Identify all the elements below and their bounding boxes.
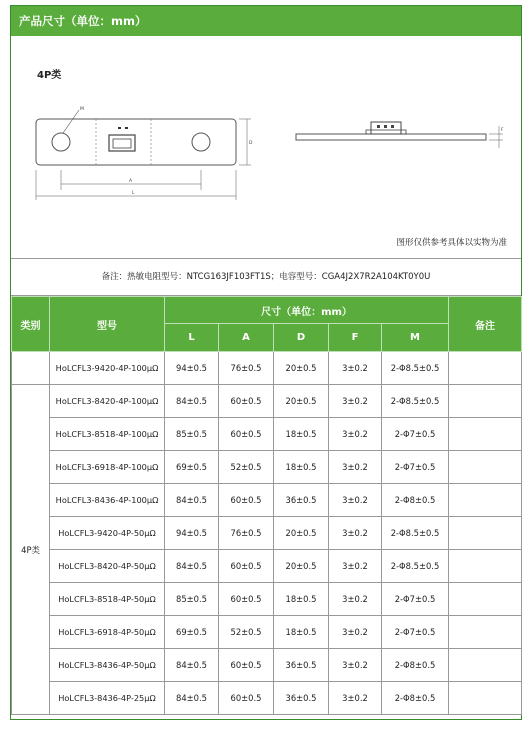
cell-l: 85±0.5	[165, 418, 219, 451]
cell-d: 20±0.5	[274, 385, 329, 418]
table-row	[12, 583, 522, 616]
category-cell: 4P类	[12, 385, 50, 715]
cell-m: 2-Φ8±0.5	[382, 484, 449, 517]
remark-note: 备注：热敏电阻型号：NTCG163JF103FT1S；电容型号：CGA4J2X7R2A104KT0Y0U	[11, 259, 521, 296]
cell-d: 18±0.5	[274, 418, 329, 451]
col-header-size-group: 尺寸（单位：mm）	[165, 297, 449, 324]
cell-d: 36±0.5	[274, 682, 329, 715]
cell-m: 2-Φ7±0.5	[382, 583, 449, 616]
cell-f: 3±0.2	[329, 451, 382, 484]
cell-l: 84±0.5	[165, 385, 219, 418]
model-cell: HoLCFL3-8518-4P-100μΩ	[50, 418, 165, 451]
cell-m: 2-Φ8±0.5	[382, 682, 449, 715]
cell-f: 3±0.2	[329, 616, 382, 649]
remark-cell	[449, 616, 522, 649]
table-row	[12, 649, 522, 682]
cell-d: 20±0.5	[274, 352, 329, 385]
cell-f: 3±0.2	[329, 484, 382, 517]
col-header-a: A	[219, 324, 274, 352]
model-cell: HoLCFL3-6918-4P-50μΩ	[50, 616, 165, 649]
cell-f: 3±0.2	[329, 418, 382, 451]
cell-m: 2-Φ8.5±0.5	[382, 517, 449, 550]
cell-m: 2-Φ7±0.5	[382, 616, 449, 649]
remark-cell	[449, 583, 522, 616]
cell-l: 84±0.5	[165, 484, 219, 517]
busbar-side	[296, 134, 486, 140]
cell-l: 85±0.5	[165, 583, 219, 616]
table-row	[12, 682, 522, 715]
cell-m: 2-Φ8±0.5	[382, 649, 449, 682]
model-cell: HoLCFL3-6918-4P-100μΩ	[50, 451, 165, 484]
cell-d: 36±0.5	[274, 649, 329, 682]
table-row	[12, 484, 522, 517]
cell-m: 2-Φ7±0.5	[382, 451, 449, 484]
model-cell: HoLCFL3-8436-4P-25μΩ	[50, 682, 165, 715]
remark-cell	[449, 550, 522, 583]
model-cell: HoLCFL3-9420-4P-50μΩ	[50, 517, 165, 550]
remark-cell	[449, 649, 522, 682]
cell-f: 3±0.2	[329, 385, 382, 418]
model-cell: HoLCFL3-8518-4P-50μΩ	[50, 583, 165, 616]
cell-l: 69±0.5	[165, 616, 219, 649]
cell-m: 2-Φ8.5±0.5	[382, 550, 449, 583]
cell-d: 20±0.5	[274, 517, 329, 550]
col-header-d: D	[274, 324, 329, 352]
dim-label-a: A	[129, 179, 133, 184]
remark-cell	[449, 451, 522, 484]
cell-f: 3±0.2	[329, 517, 382, 550]
cell-m: 2-Φ8.5±0.5	[382, 352, 449, 385]
cell-a: 60±0.5	[219, 550, 274, 583]
remark-cell	[449, 517, 522, 550]
table-row	[12, 352, 522, 385]
model-cell: HoLCFL3-8436-4P-100μΩ	[50, 484, 165, 517]
cell-f: 3±0.2	[329, 550, 382, 583]
drawing-area	[11, 36, 521, 259]
col-header-l: L	[165, 324, 219, 352]
cell-a: 52±0.5	[219, 616, 274, 649]
cell-a: 60±0.5	[219, 484, 274, 517]
cell-a: 52±0.5	[219, 451, 274, 484]
model-cell: HoLCFL3-8420-4P-50μΩ	[50, 550, 165, 583]
cell-d: 18±0.5	[274, 616, 329, 649]
cell-d: 18±0.5	[274, 583, 329, 616]
table-row	[12, 451, 522, 484]
cell-l: 94±0.5	[165, 517, 219, 550]
cell-a: 60±0.5	[219, 418, 274, 451]
spec-table	[11, 296, 522, 715]
cell-d: 36±0.5	[274, 484, 329, 517]
model-cell: HoLCFL3-8420-4P-100μΩ	[50, 385, 165, 418]
cell-a: 76±0.5	[219, 517, 274, 550]
remark-cell	[449, 418, 522, 451]
spec-sheet	[10, 5, 522, 720]
remark-cell	[449, 385, 522, 418]
left-hole	[52, 133, 70, 151]
table-row	[12, 517, 522, 550]
dim-label-l: L	[132, 191, 135, 196]
top-view-drawing	[31, 102, 256, 212]
right-hole	[192, 133, 210, 151]
cell-l: 84±0.5	[165, 550, 219, 583]
table-row	[12, 418, 522, 451]
remark-cell	[449, 484, 522, 517]
figure-label: 4P类	[37, 70, 62, 81]
table-row	[12, 385, 522, 418]
remark-cell	[449, 352, 522, 385]
table-row	[12, 550, 522, 583]
cell-a: 60±0.5	[219, 682, 274, 715]
figure-note: 图形仅供参考具体以实物为准	[396, 238, 507, 248]
remark-cell	[449, 682, 522, 715]
cell-f: 3±0.2	[329, 352, 382, 385]
cell-a: 60±0.5	[219, 649, 274, 682]
cell-a: 60±0.5	[219, 385, 274, 418]
col-header-remark: 备注	[449, 297, 522, 352]
cell-f: 3±0.2	[329, 682, 382, 715]
cell-l: 84±0.5	[165, 682, 219, 715]
dim-label-f: F	[501, 128, 504, 133]
cell-f: 3±0.2	[329, 649, 382, 682]
dim-label-d: D	[249, 141, 253, 146]
cell-a: 60±0.5	[219, 583, 274, 616]
col-header-f: F	[329, 324, 382, 352]
cell-l: 94±0.5	[165, 352, 219, 385]
col-header-model: 型号	[50, 297, 165, 352]
col-header-m: M	[382, 324, 449, 352]
cell-d: 20±0.5	[274, 550, 329, 583]
cell-l: 69±0.5	[165, 451, 219, 484]
cell-f: 3±0.2	[329, 583, 382, 616]
cell-a: 76±0.5	[219, 352, 274, 385]
model-cell: HoLCFL3-9420-4P-100μΩ	[50, 352, 165, 385]
busbar-plate	[36, 119, 236, 165]
cell-m: 2-Φ7±0.5	[382, 418, 449, 451]
section-title: 产品尺寸（单位：mm）	[11, 6, 521, 36]
col-header-category: 类别	[12, 297, 50, 352]
model-cell: HoLCFL3-8436-4P-50μΩ	[50, 649, 165, 682]
side-view-drawing	[291, 106, 511, 166]
cell-l: 84±0.5	[165, 649, 219, 682]
dim-label-m: M	[80, 107, 84, 112]
cell-d: 18±0.5	[274, 451, 329, 484]
category-cell	[12, 352, 50, 385]
table-row	[12, 616, 522, 649]
cell-m: 2-Φ8.5±0.5	[382, 385, 449, 418]
